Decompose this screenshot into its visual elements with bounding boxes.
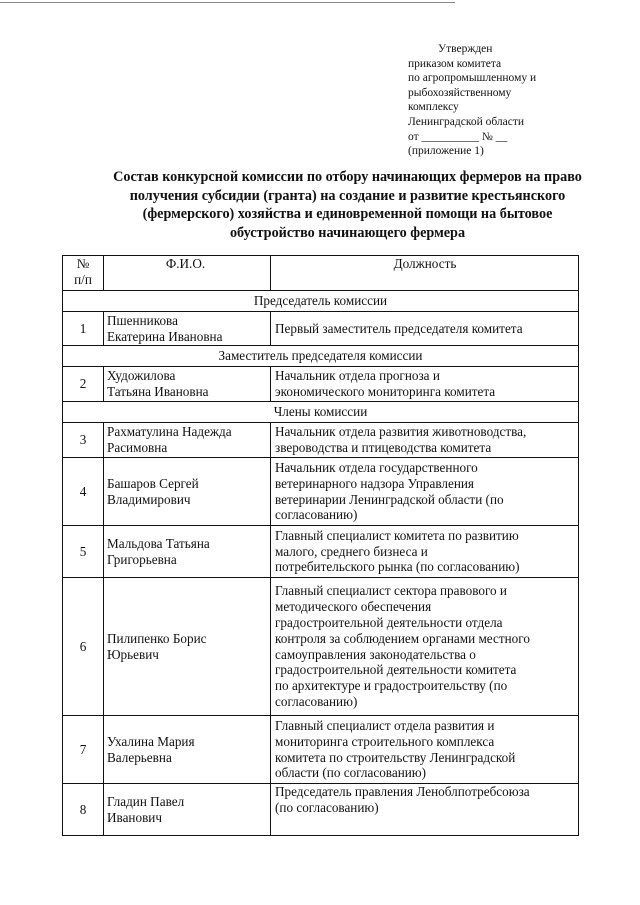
- position-line: Первый заместитель председателя комитета: [275, 320, 523, 336]
- position-line: (по согласованию): [275, 799, 379, 815]
- approval-line: (приложение 1): [408, 145, 484, 158]
- member-name: [104, 423, 271, 458]
- position-line: согласованию): [275, 693, 358, 709]
- top-rule: [0, 2, 455, 3]
- name-line: Иванович: [107, 809, 162, 825]
- row-number: 7: [63, 716, 104, 784]
- position-line: области (по согласованию): [275, 765, 427, 781]
- name-line: Пшенникова: [107, 312, 178, 328]
- table-row: [63, 716, 579, 784]
- section-row: [63, 346, 579, 367]
- position-line: методического обеспечения: [275, 599, 432, 615]
- name-line: Григорьевна: [107, 551, 177, 567]
- title-line: получения субсидии (гранта) на создание и развитие крестьянского: [129, 187, 566, 204]
- member-name: [104, 458, 271, 526]
- title-line: обустройство начинающего фермера: [229, 224, 466, 241]
- row-number: 2: [63, 367, 104, 402]
- member-position: [271, 423, 579, 458]
- section-row: [63, 402, 579, 423]
- row-number: 3: [63, 423, 104, 458]
- member-name: [104, 784, 271, 836]
- commission-table: [62, 255, 579, 836]
- position-line: комитета по строительству Ленинградской: [275, 749, 516, 765]
- approval-line: Ленинградской области: [408, 115, 525, 128]
- position-line: самоуправления законодательства о: [275, 646, 476, 662]
- member-position: [271, 716, 579, 784]
- row-number: 1: [63, 312, 104, 346]
- table-row: [63, 312, 579, 346]
- header-number-line2: п/п: [74, 272, 92, 287]
- section-row: [63, 291, 579, 312]
- name-line: Валерьевна: [107, 749, 172, 765]
- approval-line: приказом комитета: [408, 57, 502, 70]
- table-row: [63, 526, 579, 578]
- table-row: [63, 578, 579, 716]
- position-line: градостроительной деятельности отдела: [275, 614, 503, 630]
- name-line: Пилипенко Борис: [107, 630, 207, 646]
- row-number: 4: [63, 458, 104, 526]
- position-line: градостроительной деятельности комитета: [275, 662, 517, 678]
- member-position: [271, 526, 579, 578]
- approval-line: от __________ № __: [408, 130, 508, 143]
- position-line: мониторинга строительного комплекса: [275, 733, 495, 749]
- approval-line: комплексу: [408, 101, 459, 114]
- position-line: Главный специалист сектора правового и: [275, 583, 507, 599]
- member-name: [104, 578, 271, 716]
- name-line: Юрьевич: [107, 646, 159, 662]
- header-number: [63, 256, 104, 291]
- table-row: [63, 423, 579, 458]
- name-line: Рахматулина Надежда: [107, 424, 232, 440]
- member-position: [271, 784, 579, 836]
- member-name: [104, 526, 271, 578]
- name-line: Екатерина Ивановна: [107, 328, 223, 344]
- position-line: звероводства и птицеводства комитета: [275, 440, 492, 455]
- member-name: [104, 312, 271, 346]
- member-position: [271, 367, 579, 402]
- approval-line: по агропромышленному и: [408, 72, 537, 85]
- member-name: [104, 716, 271, 784]
- approval-stamp: [408, 42, 536, 159]
- header-number-line1: №: [76, 256, 90, 271]
- header-position: Должность: [271, 256, 579, 291]
- table-row: [63, 458, 579, 526]
- position-line: Председатель правления Леноблпотребсоюза: [275, 784, 530, 799]
- member-position: [271, 458, 579, 526]
- name-line: Ухалина Мария: [107, 733, 195, 749]
- title-line: (фермерского) хозяйства и единовременной помощи на бытовое: [142, 206, 553, 222]
- position-line: по архитектуре и градостроительству (по: [275, 678, 508, 694]
- title-line: Состав конкурсной комиссии по отбору начинающих фермеров на право: [113, 169, 582, 185]
- row-number: 5: [63, 526, 104, 578]
- position-line: Главный специалист комитета по развитию: [275, 527, 519, 543]
- position-line: малого, среднего бизнеса и: [275, 543, 428, 559]
- row-number: 8: [63, 784, 104, 836]
- name-line: Художилова: [107, 368, 176, 384]
- position-line: Начальник отдела государственного: [275, 459, 478, 475]
- member-position: [271, 312, 579, 346]
- name-line: Башаров Сергей: [107, 475, 199, 491]
- position-line: контроля за соблюдением органами местного: [275, 630, 530, 646]
- name-line: Расимовна: [107, 440, 168, 455]
- position-line: согласованию): [275, 507, 358, 523]
- position-line: Начальник отдела прогноза и: [275, 368, 440, 384]
- position-line: Начальник отдела развития животноводства,: [275, 424, 527, 440]
- row-number: 6: [63, 578, 104, 716]
- name-line: Владимирович: [107, 491, 191, 507]
- section-title: Члены комиссии: [63, 402, 579, 423]
- position-line: экономического мониторинга комитета: [275, 384, 496, 399]
- name-line: Мальдова Татьяна: [107, 535, 210, 551]
- table-row: [63, 367, 579, 402]
- position-line: ветеринарного надзора Управления: [275, 475, 474, 491]
- member-name: [104, 367, 271, 402]
- table-header-row: [63, 256, 579, 291]
- document-title: [80, 168, 615, 242]
- header-name: Ф.И.О.: [104, 256, 271, 291]
- approval-line: Утвержден: [438, 43, 493, 55]
- section-title: Заместитель председателя комиссии: [63, 346, 579, 367]
- position-line: Главный специалист отдела развития и: [275, 717, 495, 733]
- approval-line: рыбохозяйственному: [408, 86, 512, 99]
- table-row: [63, 784, 579, 836]
- section-title: Председатель комиссии: [63, 291, 579, 312]
- position-line: потребительского рынка (по согласованию): [275, 559, 520, 575]
- member-position: [271, 578, 579, 716]
- name-line: Гладин Павел: [107, 793, 185, 809]
- name-line: Татьяна Ивановна: [107, 384, 209, 399]
- position-line: ветеринарии Ленинградской области (по: [275, 491, 504, 507]
